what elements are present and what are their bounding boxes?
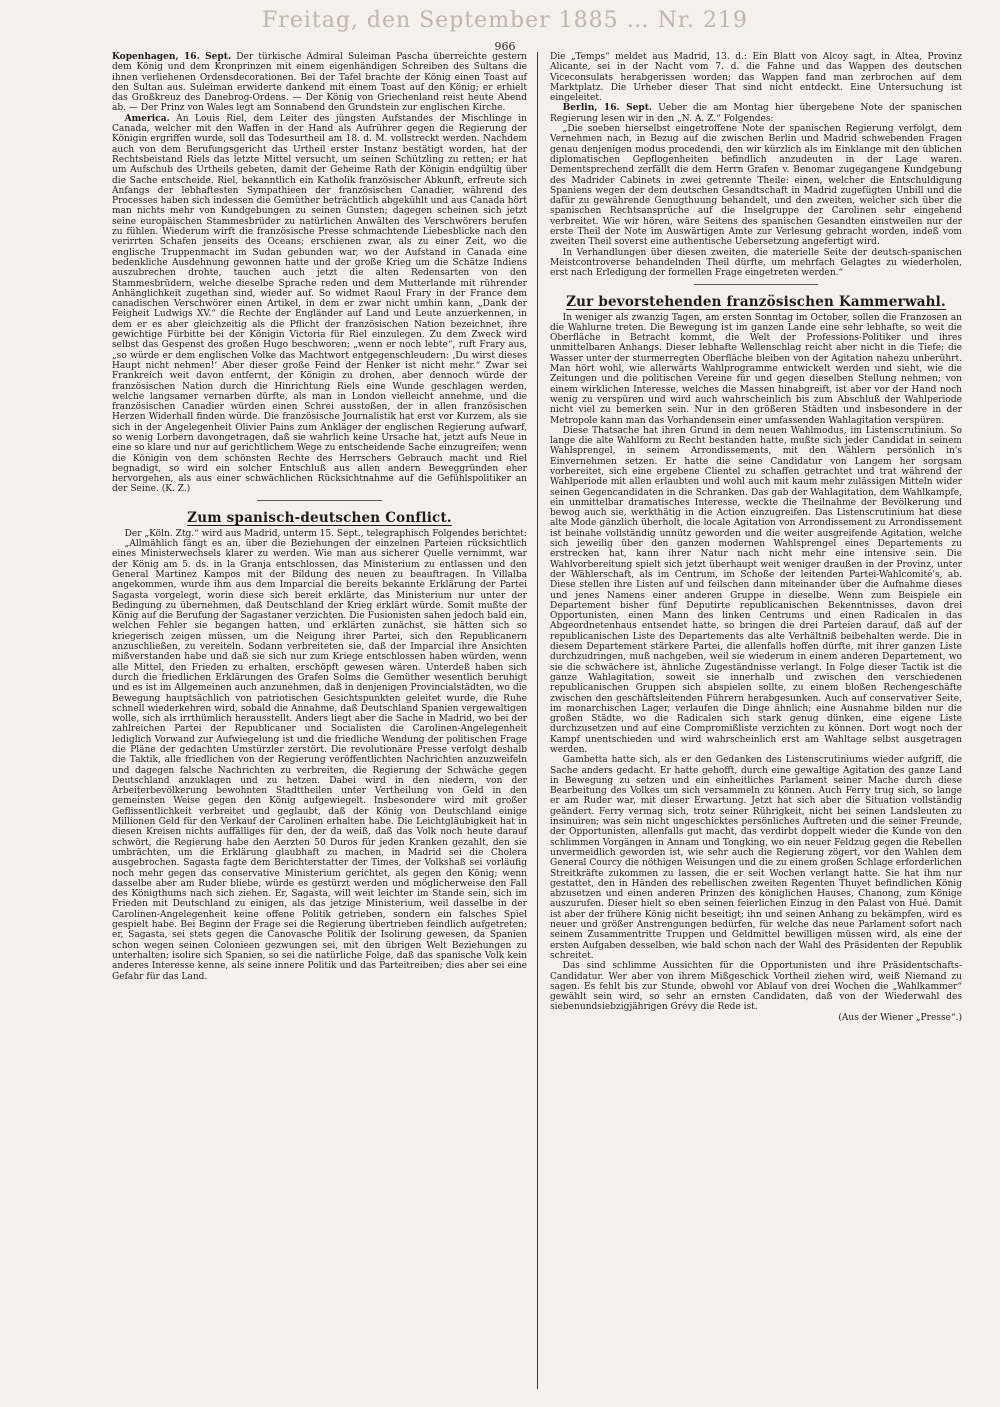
wahl-headline: Zur bevorstehenden französischen Kammerwahl.: [566, 293, 946, 310]
temps-report: Die „Temps“ meldet aus Madrid, 13. d.: Ein Blatt von Alcoy sagt, in Altea, Provinz Alicante, sei in der Nacht vom 7. d. die Fahne und das Wappen des deutschen Viceconsulats herabgerissen worden; das Wappen fand man zerbrochen auf dem Marktplatz. Die Urheber dieser That sind nicht entdeckt. Eine Untersuchung ist eingeleitet.: [550, 52, 962, 104]
america-article: [112, 114, 527, 495]
dateline-america: America.: [124, 113, 170, 124]
page-header: [34, 6, 976, 53]
berlin-article: [550, 103, 962, 124]
berlin-note-p2: In Verhandlungen über diesen zweiten, die materielle Seite der deutsch-spanischen Meistcontroverse behandelnden Theil dürfte, um mehrfach Gelagtes zu wiederholen, erst nach Erledigung der formellen Frage eingetreten werden.“: [550, 247, 962, 279]
wahl-signature: (Aus der Wiener „Presse“.): [838, 1012, 962, 1023]
kopenhagen-article: [112, 52, 527, 114]
wahl-p4: Das sind schlimme Aussichten für die Opportunisten und ihre Präsidentschafts-Candidatur. Wer aber von ihrem Mißgeschick Vortheil ziehen wird, weiß Niemand zu sagen. Es fehlt bis zur Stunde, obwohl vor Ablauf von drei Wochen die „Wahlkammer“ gewählt sein wird, so sehr an ernsten Candidaten, daß von der Wiederwahl des siebenundsiebzigjährigen Grévy die Rede ist.: [550, 961, 962, 1013]
page-number: 966: [494, 40, 516, 53]
left-column: [112, 52, 537, 1389]
berlin-intro: Ueber die am Montag hier übergebene Note der spanischen Regierung lesen wir in den „N. A. Z.“ Folgendes:: [550, 103, 962, 124]
berlin-note-p1: „Die soeben hierselbst eingetroffene Note der spanischen Regierung verfolgt, dem Vernehmen nach, in Bezug auf die zwischen Berlin und Madrid schwebenden Fragen genau denjenigen modus procedendi, den wir kürzlich als im Einklange mit den üblichen diplomatischen Gepflogenheiten befindlich anzudeuten in der Lage waren. Dementsprechend zerfällt die dem Herrn Grafen v. Benomar zugegangene Kundgebung des Madrider Cabinets in zwei getrennte Theile: einen, welcher die Entschuldigung Spaniens wegen der dem deutschen Gesandtschaft in Madrid zugefügten Unbill und die dafür zu gewährende Genugthuung behandelt, und den zweiten, welcher sich über die spanischen Rechtsansprüche auf die Inselgruppe der Carolinen sehr eingehend verbreitet. Wie wir hören, wäre Seitens des spanischen Gesandten einstweilen nur der erste Theil der Note im Auswärtigen Amte zur Verlesung gebracht worden, indeß vom zweiten Theil soverst eine authentische Uebersetzung angefertigt wird.: [550, 124, 962, 248]
section-divider: [257, 500, 382, 501]
article-columns: [112, 52, 962, 1389]
conflict-headline: Zum spanisch-deutschen Conflict.: [187, 509, 452, 526]
dateline-berlin: Berlin, 16. Sept.: [562, 103, 653, 114]
wahl-p1: In weniger als zwanzig Tagen, am ersten Sonntag im October, sollen die Franzosen an die Wahlurne treten. Die Bewegung ist im ganzen Lande eine sehr lebhafte, so weit die Oberfläche in Betracht kommt, die Welt der Professions-Politiker und ihres unmittelbaren Anhangs. Dieser lebhafte Wellenschlag reicht aber nicht in die Tiefe; die Wasser unter der sturmerregten Oberfläche bleiben von der Agitation nahezu unberührt. Man hört wohl, wie allerwärts Wahlprogramme entwickelt werden und sieht, wie die Zeitungen und die politischen Vereine für und gegen dieselben Stellung nehmen; von einem wirklichen Interesse, welches die Massen hinabgreift, ist aber vor der Hand noch wenig zu verspüren und wird auch wahrscheinlich bis zum Abschluß der Wahlperiode nicht viel zu bemerken sein. Nur in den größeren Städten und insbesondere in der Metropole kann man das Vorhandensein einer umfassenden Wahlagitation verspüren.: [550, 312, 962, 426]
section-divider: [694, 284, 818, 285]
america-signature: (K. Z.): [161, 484, 191, 495]
conflict-report: „Allmählich fängt es an, über die Beziehungen der einzelnen Parteien rücksichtlich eines Ministerwechsels klarer zu werden. Wie man aus sicherer Quelle vernimmt, war der König am 5. ds. in la Granja entschlossen, das Ministerium zu entlassen und den General Martinez Kampos mit der Bildung des neuen zu beauftragen. In Villalba angekommen, wurde ihm aus dem Imparcial die bereits bekannte Erklärung der Partei Sagasta vorgelegt, worin diese sich bereit erklärte, das Ministerium nur unter der Bedingung zu übernehmen, daß Deutschland der Krieg erklärt würde. Somit mußte der König auf die Berufung der Sagastaner verzichten. Die Fusionisten sahen jedoch bald ein, welchen Fehler sie begangen hatten, und erklärten zunächst, sie hätten sich so kriegerisch zeigen müssen, um die Neigung ihrer Partei, sich den Republicanern anzuschließen, zu vereiteln. Sodann verbreiteten sie, daß der Imparcial ihre Ansichten mißverstanden habe und daß sie sich nur zum Kriege entschlossen haben würden, wenn alle Mittel, den Frieden zu erhalten, erschöpft gewesen wären. Unterdeß haben sich durch die friedlichen Erklärungen des Grafen Solms die Gemüther wesentlich beruhigt und es ist im Allgemeinen auch anzunehmen, daß in denjenigen Provincialstädten, wo die Bewegung hauptsächlich von patriotischen Gesichtspunkten geleitet wurde, die Ruhe schnell wiederkehren wird, sobald die Annahme, daß Deutschland Spanien vergewaltigen wolle, sich als irrthümlich herausstellt. Anders liegt aber die Sache in Madrid, wo bei der zahlreichen Partei der Republicaner und Socialisten die Carolinen-Angelegenheit lediglich Vorwand zur Aufwiegelung ist und die friedliche Wendung der politischen Frage die Pläne der gedachten Umstürzler zerstört. Die revolutionäre Presse verfolgt deshalb die Taktik, alle friedlichen von der Regierung veröffentlichten Nachrichten anzuzweifeln und dagegen falsche Nachrichten zu verbreiten, die Regierung der Schwäche gegen Deutschland anzuklagen und zu hetzen. Dabei wird in den niedern, von der Arbeiterbevölkerung bewohnten Stadttheilen unter Vertheilung von Geld in den gemeinsten Weise gegen den König aufgewiegelt. Insbesondere wird mit großer Geflissentlichkeit verbreitet und geglaubt, daß der König von Deutschland einige Millionen Geld für den Verkauf der Carolinen erhalten habe. Die Leichtgläubigkeit hat in diesen Kreisen nichts auffälliges für den, der da weiß, daß das Volk noch heute darauf schwört, die Regierung habe den Aerzten 50 Duros für jeden Kranken gezahlt, den sie umbrächten, um die Erklärung glaubhaft zu machen, in Madrid sei die Cholera ausgebrochen. Sagasta fagte dem Berichterstatter der Times, der Volkshaß sei vorläufig noch mehr gegen das conservative Ministerium gerichtet, als gegen den König; wenn dasselbe aber am Ruder bliebe, würde es gestürzt werden und möglicherweise den Fall des Königthums nach sich ziehen. Er, Sagasta, will weit leichter im Stande sein, sich im Frieden mit Deutschland zu einigen, als das jetzige Ministerium, weil dasselbe in der Carolinen-Angelegenheit keine offene Politik getrieben, sondern ein falsches Spiel gespielt habe. Bei Beginn der Frage sei die Regierung übertrieben feindlich aufgetreten; er, Sagasta, sei stets gegen die Canovasche Politik der Isolirung gewesen, da Spanien schon wegen seinen Colonieen gezwungen sei, mit den übrigen Welt Beziehungen zu unterhalten; isolire sich Spanien, so sei die natürliche Folge, daß das spanische Volk kein anderes Interesse kenne, als seine innere Politik und das Parteitreiben; dies aber sei eine Gefahr für das Land.: [112, 539, 527, 982]
wahl-p2: Diese Thatsache hat ihren Grund in dem neuen Wahlmodus, im Listenscrutinium. So lange die alte Wahlform zu Recht bestanden hatte, mußte sich jeder Candidat in seinem Wahlsprengel, in seinem Arrondissements, mit den Wählern persönlich in's Einvernehmen setzen. Er hatte die seine Candidatur von Langem her sorgsam vorbereitet, sich eine ergebene Clientel zu schaffen getrachtet und trat während der Wahlperiode mit allen erlaubten und wohl auch mit kaum mehr zulässigen Mitteln wider seinen Gegencandidaten in die Schranken. Das gab der Wahlagitation, dem Wahlkampfe, ein unmittelbar dramatisches Interesse, weckte die Theilnahme der Bevölkerung und bewog auch sie, werkthätig in die Action einzugreifen. Das Listenscrutinium hat diese alte Mode gänzlich überholt, die locale Agitation von Arrondissement zu Arrondissement ist beinahe vollständig unnütz geworden und die weiter ausgreifende Agitation, welche sich jeweilig über den ganzen modernen Wahlsprengel eines Departements zu erstrecken hat, kann ihrer Natur nach nicht mehr eine intensive sein. Die Wahlvorbereitung spielt sich jetzt überhaupt weit weniger draußen in der Provinz, unter der Wählerschaft, als im Centrum, im Schoße der leitenden Partei-Wahlcomité's, ab. Diese stellen ihre Listen auf und feilschen dann miteinander über die Aufnahme dieses und jenes Namens einer anderen Gruppe in dieselbe. Wenn zum Beispiele ein Departement bisher fünf Deputirte republicanischen Bekenntnisses, davon drei Opportunisten, einen Mann des linken Centrums und einen Radicalen in das Abgeordnetenhaus entsendet hatte, so bringen die drei Parteien darauf, daß auf der republicanischen Liste des Departements das alte Verhältniß beibehalten werde. Die in diesem Departement stärkere Partei, die allenfalls hoffen dürfte, mit ihrer ganzen Liste durchzudringen, muß nachgeben, weil sie wiederum in einem anderen Departement, wo sie die schwächere ist, ähnliche Zugeständnisse verlangt. In Folge dieser Tactik ist die ganze Wahlagitation, soweit sie innerhalb und zwischen den verschiedenen republicanischen Gruppen sich abspielen sollte, zu einem bloßen Rechengeschäfte zwischen den geschäftsleitenden Führern herabgesunken. Auch auf conservativer Seite, im monarchischen Lager, verlaufen die Dinge ähnlich; eine Ausnahme bilden nur die großen Städte, wo die Radicalen sich stark genug dünken, eine eigene Liste durchzusetzen und auf eine Compromißliste verzichten zu können. Dort wogt noch der Kampf unentschieden und wird wahrscheinlich erst am Wahltage selbst ausgetragen werden.: [550, 425, 962, 755]
kopenhagen-text: Der türkische Admiral Suleiman Pascha überreichte gestern dem König und dem Kronprinzen mit einem eigenhändigen Schreiben des Sultans die ihnen verliehenen Ordensdecorationen. Bei der Tafel brachte der König einen Toast auf den Sultan aus. Suleiman erwiderte dankend mit einem Toast auf den König; er erhielt das Großkreuz des Danebrog-Ordens. — Der König von Griechenland reist heute Abend ab. — Der Prinz von Wales legt am Sonnabend den Grundstein zur englischen Kirche.: [112, 52, 527, 114]
wahl-p3: Gambetta hatte sich, als er den Gedanken des Listenscrutiniums wieder aufgriff, die Sache anders gedacht. Er hatte gehofft, durch eine gewaltige Agitation des ganze Land in Bewegung zu setzen und ein einheitliches Parlament seiner Mache durch diese Bearbeitung des Volkes um sich versammeln zu können. Auch Ferry trug sich, so lange er am Ruder war, mit dieser Erwartung. Jetzt hat sich aber die Situation vollständig geändert. Ferry vermag sich, trotz seiner Rührigkeit, nicht bei seinen Landsleuten zu insinuiren; was sein nicht ungeschicktes persönliches Auftreten und die seiner Freunde, der Opportunisten, allenfalls gut macht, das verdirbt doppelt wieder die Kunde von den schlimmen Vorgängen in Annam und Tongking, wo ein neuer Feldzug gegen die Rebellen unvermeidlich geworden ist, wie sehr auch die Regierung zögert, vor den Wahlen dem General Courcy die nöthigen Weisungen und die zu einem großen Schlage erforderlichen Streitkräfte zukommen zu lassen, die er seit Wochen verlangt hatte. Sie hat ihm nur gestattet, den in Händen des rebellischen zweiten Regenten Thuyet befindlichen König abzusetzen und einen anderen Prinzen des königlichen Hauses, Chanong, zum Könige auszurufen. Dieser hielt so eben seinen feierlichen Einzug in den Palast von Hué. Damit ist aber der frühere König nicht beseitigt; ihn und seinen Anhang zu bekämpfen, wird es neuer und größer Anstrengungen bedürfen, für welche das neue Parlament sofort nach seinem Zusammentritte Truppen und Geldmittel bewilligen müssen wird, als eine der ersten Aufgaben desselben, wie bald schon nach der Wahl des Präsidenten der Republik schreitet.: [550, 755, 962, 961]
dateline-kopenhagen: Kopenhagen, 16. Sept.: [112, 52, 232, 62]
running-title: Freitag, den September 1885 … Nr. 219: [262, 8, 748, 33]
conflict-intro: Der „Köln. Ztg.“ wird aus Madrid, unterm 15. Sept., telegraphisch Folgendes berichtet:: [124, 528, 527, 539]
right-column: [537, 52, 962, 1389]
america-text: An Louis Riel, dem Leiter des jüngsten Aufstandes der Mischlinge in Canada, welcher mit den Waffen in der Hand als Aufrührer gegen die Regierung der Königin ergriffen wurde, soll das Todesurtheil am 18. d. M. vollstreckt werden. Nachdem auch von dem Berufungsgericht das Urtheil erster Instanz bestätigt worden, hat der Rechtsbeistand Riels das letzte Mittel versucht, um seinen Schützling zu retten; er hat um Aufschub des Urtheils gebeten, damit der Geheime Rath der Königin endgültig über die Sache entscheide. Riel, bekanntlich ein Katholik französischer Abkunft, erfreute sich Anfangs der lebhaftesten Sympathieen der französischen Canadier, während des Processes haben sich indessen die Gemüther beträchtlich abgekühlt und aus Canada hört man nichts mehr von Kundgebungen zu seinen Gunsten; dagegen scheinen sich jetzt seine europäischen Stammesbrüder zu natürlichen Anwälten des Verschwörers berufen zu fühlen. Wiederum wirft die französische Presse schmachtende Liebesblicke nach den verirrten Schafen jenseits des Oceans; erschienen zwar, als zu einer Zeit, wo die englische Truppenmacht im Sudan gebunden war, wo der Aufstand in Canada eine bedenkliche Ausdehnung gewonnen hatte und der große Krieg um die Schätze Indiens auszubrechen drohte, tauchen auch jetzt die alten Redensarten von den Stammesbrüdern, welche dieselbe Sprache reden und dem Mutterlande mit rührender Anhänglichkeit zugethan sind, wieder auf. So widmet Raoul Frary in der France dem canadischen Verschwörer einen Artikel, in dem er zwar nicht umhin kann, „Dank der Feigheit Ludwigs XV.“ die Rechte der Engländer auf Land und Leute anzuerkennen, in dem er es aber gleichzeitig als die Pflicht der französischen Nation bezeichnet, ihre gewichtige Fürbitte bei der Königin Victoria für Riel einzulegen. Zu dem Zweck wird selbst das Gespenst des großen Hugo beschworen; „wenn er noch lebte“, ruft Frary aus, „so würde er dem englischen Volke das Machtwort entgegenschleudern: ‚Du wirst dieses Haupt nicht nehmen!‘ Aber dieser große Feind der Henker ist nicht mehr.“ Zwar sei Frankreich weit davon entfernt, der Königin zu drohen, aber dennoch würde der französischen Nation durch die Hinrichtung Riels eine Wunde geschlagen werden, welche langsamer vernarben dürfte, als man in London vielleicht annehme, und die französischen Canadier würden einen Schrei ausstoßen, der in allen französischen Herzen Widerhall finden würde. Die französische Journalistik hat erst vor Kurzem, als sie sich in der Angelegenheit Olivier Pains zum Ankläger der englischen Regierung aufwarf, so wenig Lorbern davongetragen, daß sie wahrlich keine Ursache hat, jetzt aufs Neue in eine so klare und nur auf gerichtlichem Wege zu entscheidende Sache einzugreifen; wenn die Königin von dem schönsten Rechte des Herrschers Gebrauch macht und Riel begnadigt, so wird ein solcher Entschluß aus allen andern Beweggründen eher hervorgehen, als aus einer schwächlichen Rücksichtnahme auf die Gefühlspolitiker an der Seine.: [112, 113, 527, 495]
